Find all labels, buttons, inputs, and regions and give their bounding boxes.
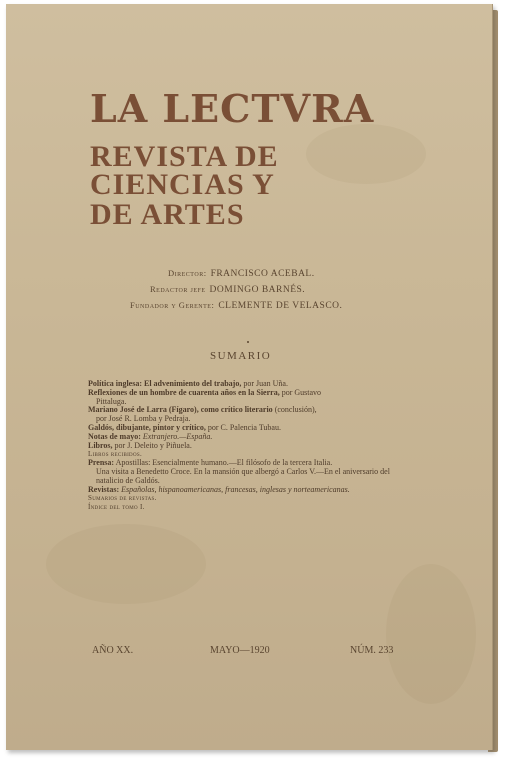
issue-number: NÚM. 233 — [350, 645, 394, 656]
sumario-entry — [88, 389, 408, 407]
entry-title: Libros recibidos. — [88, 450, 142, 459]
paper-stain — [46, 524, 206, 604]
staff-role: Redactor jefe — [150, 284, 206, 294]
entry-continuation: Pittaluga. — [96, 396, 127, 406]
paper-stain — [306, 124, 426, 184]
staff-name: DOMINGO BARNÉS. — [209, 285, 306, 295]
magazine-title: LA LECTVRA — [90, 86, 375, 131]
entry-title: Notas de mayo: — [88, 431, 141, 441]
entry-detail: (conclusión), — [272, 405, 317, 415]
entry-title: Prensa: — [88, 458, 115, 468]
sumario-heading: SUMARIO — [210, 350, 272, 362]
entry-detail: Extranjero.—España. — [140, 431, 213, 441]
entry-detail: Apostillas: Esencialmente humano.—El filósofo de la tercera Italia. — [114, 458, 333, 468]
staff-role: Fundador y Gerente: — [130, 300, 215, 310]
entry-title: Política inglesa: El advenimiento del trabajo, — [88, 379, 242, 388]
entry-detail: Españolas, hispanoamericanas, francesas, inglesas y norteamericanas. — [119, 484, 350, 494]
sumario-entry — [88, 494, 408, 503]
sumario-entry — [88, 503, 408, 512]
entry-continuation: Una visita a Benedetto Croce. En la mansión que albergó a Carlos V.—En el aniversario del natalicio de Galdós. — [96, 466, 390, 485]
issue-date: MAYO—1920 — [210, 645, 270, 656]
entry-title: Sumarios de revistas. — [88, 494, 157, 503]
sumario-entry — [88, 406, 408, 424]
entry-continuation: por José R. Lomba y Pedraja. — [96, 414, 191, 424]
staff-founder — [130, 300, 390, 311]
sumario-entry — [88, 459, 408, 485]
ornament-dot — [247, 341, 249, 343]
entry-title: Reflexiones de un hombre de cuarenta años en la Sierra, — [88, 387, 280, 397]
entry-title: Libros, — [88, 440, 113, 450]
staff-name: FRANCISCO ACEBAL. — [210, 269, 315, 279]
entry-detail: por Juan Uña. — [241, 379, 288, 388]
entry-title: Revistas: — [88, 484, 120, 494]
issue-year: AÑO XX. — [92, 645, 134, 656]
sumario-entry — [88, 486, 408, 495]
staff-name: CLEMENTE DE VELASCO. — [218, 301, 343, 311]
subtitle-line-1: REVISTA DE — [90, 140, 279, 173]
entry-title: Mariano José de Larra (Fígaro), como crítico literario — [88, 405, 273, 415]
entry-detail: por C. Palencia Tubau. — [205, 422, 281, 432]
entry-title: Índice del tomo I. — [88, 503, 145, 512]
sumario-list — [88, 380, 408, 512]
staff-chief-editor — [150, 284, 410, 295]
subtitle-line-2: CIENCIAS Y — [90, 168, 275, 201]
sumario-entry — [88, 442, 408, 451]
staff-director — [168, 268, 428, 279]
paper-stain — [386, 564, 476, 704]
subtitle-line-3: DE ARTES — [90, 198, 245, 231]
staff-role: Director: — [168, 268, 207, 278]
entry-title: Galdós, dibujante, pintor y crítico, — [88, 422, 206, 432]
entry-detail: por Gustavo — [279, 387, 322, 397]
entry-detail: por J. Deleito y Piñuela. — [112, 440, 192, 450]
